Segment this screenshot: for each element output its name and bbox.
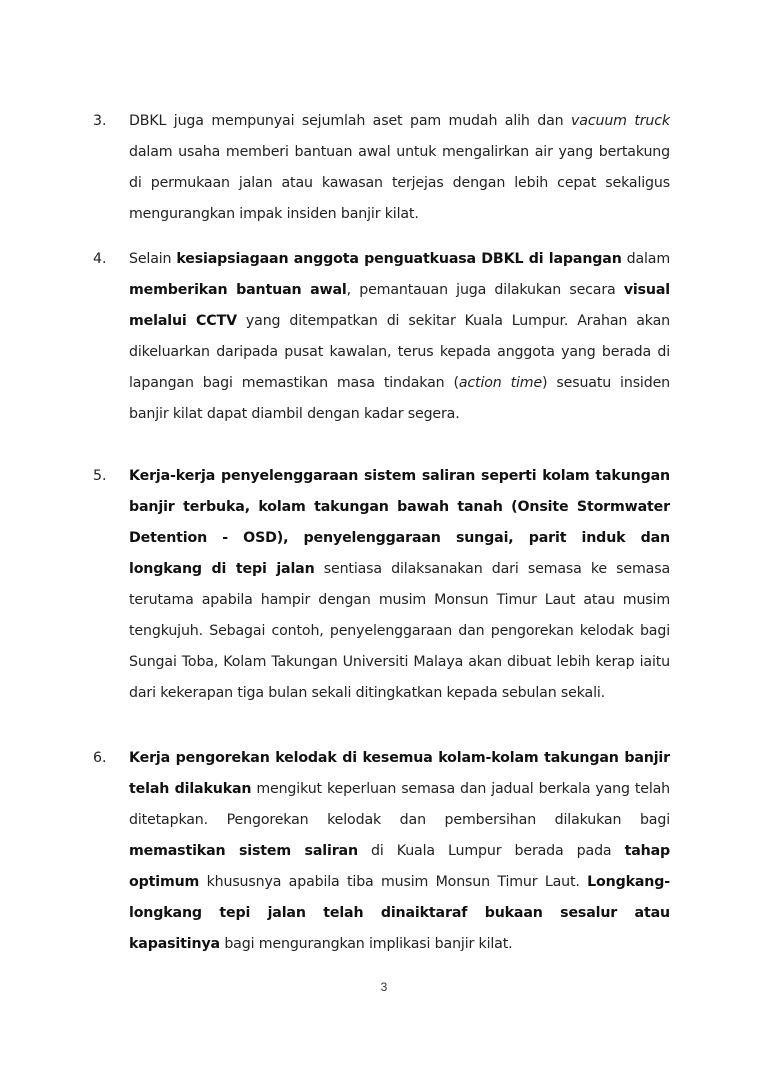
paragraph-text [129,461,670,709]
paragraph-text [129,244,670,430]
text-run-bold: kesiapsiagaan anggota penguatkuasa DBKL di lapangan [176,251,622,267]
page-number: 3 [380,980,388,994]
paragraph-number: 3. [93,113,107,129]
paragraph-text [129,743,670,960]
paragraph-text [129,106,670,230]
text-run-normal: , pemantauan juga dilakukan secara [346,282,624,298]
text-run-normal: Selain [129,251,177,267]
text-run-normal: ) sesuatu insiden banjir kilat dapat diambil dengan kadar segera. [129,375,671,422]
paragraph-number: 6. [93,750,107,766]
text-run-normal: di Kuala Lumpur berada pada [357,843,625,859]
text-run-bold: Longkang-longkang tepi jalan telah dinaiktaraf bukaan sesalur atau kapasitinya [129,874,670,952]
text-run-bold: memberikan bantuan awal [129,282,347,298]
paragraph-number: 4. [93,251,107,267]
text-run-bold: tahap optimum [129,843,670,890]
text-run-normal: bagi mengurangkan implikasi banjir kilat. [219,936,513,952]
text-run-normal: DBKL juga mempunyai sejumlah aset pam mudah alih dan [129,113,572,129]
text-run-normal: yang ditempatkan di sekitar Kuala Lumpur. Arahan akan dikeluarkan daripada pusat kawalan, terus kepada anggota yang berada di lapangan bagi memastikan masa tindakan ( [129,313,670,391]
text-run-normal: khususnya apabila tiba musim Monsun Timur Laut. [199,874,588,890]
text-run-normal: sentiasa dilaksanakan dari semasa ke semasa terutama apabila hampir dengan musim Monsun Timur Laut atau musim tengkujuh. Sebagai contoh, penyelenggaraan dan pengorekan kelodak bagi Sungai Toba, Kolam Takungan Universiti Malaya akan dibuat lebih kerap iaitu dari kekerapan tiga bulan sekali ditingkatkan kepada sebulan sekali. [129,561,670,701]
paragraph-number: 5. [93,468,107,484]
text-run-normal: dalam usaha memberi bantuan awal untuk mengalirkan air yang bertakung di permukaan jalan atau kawasan terjejas dengan lebih cepat sekaligus mengurangkan impak insiden banjir kilat. [129,144,670,222]
text-run-normal: dalam [621,251,671,267]
text-run-bold: memastikan sistem saliran [129,843,358,859]
text-run-bold: visual melalui CCTV [129,282,671,329]
text-run-italic: vacuum truck [571,113,670,129]
text-run-bold: Kerja pengorekan kelodak di kesemua kolam-kolam takungan banjir telah dilakukan [129,750,670,797]
text-run-bold: Kerja-kerja penyelenggaraan sistem saliran seperti kolam takungan banjir terbuka, kolam takungan bawah tanah (Onsite Stormwater Detention - OSD), penyelenggaraan sungai, parit induk dan longkang di tepi jalan [129,468,670,577]
text-run-normal: mengikut keperluan semasa dan jadual berkala yang telah ditetapkan. Pengorekan kelodak dan pembersihan dilakukan bagi [129,781,670,828]
text-run-italic: action time [458,375,543,391]
